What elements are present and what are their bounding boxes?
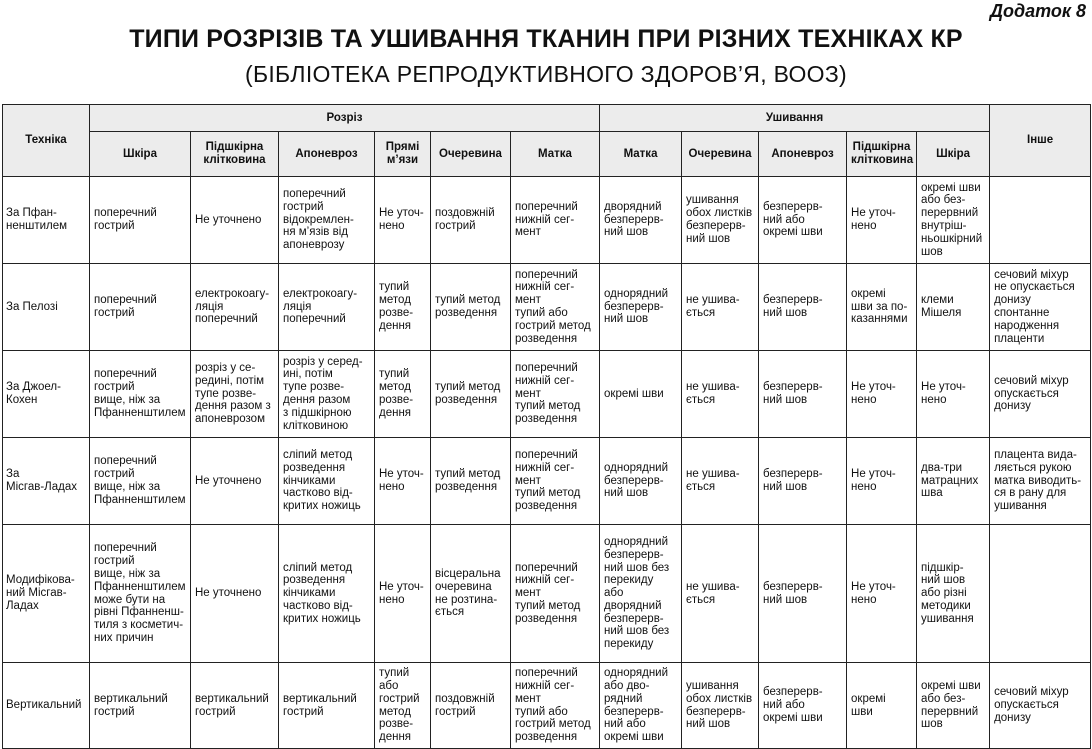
table-cell: поперечний нижній сег- мент тупий метод розведення [511,525,600,663]
table-cell: сліпий метод розведення кінчиками частково від- критих ножиць [279,438,375,525]
subheader-cell: Шкіра [917,132,990,177]
table-cell: однорядний безперерв- ний шов [600,438,682,525]
table-cell: не ушива- ється [682,525,759,663]
table-cell: вісцеральна очеревина не розтина- ється [431,525,511,663]
table-cell: тупий метод розведення [431,438,511,525]
table-cell: поперечний нижній сег- мент тупий або гострий метод розведення [511,663,600,749]
table-cell: електрокоагу- ляція поперечний [279,264,375,351]
table-cell: тупий метод розведення [431,264,511,351]
appendix-label: Додаток 8 [989,1,1086,21]
table-cell: безперерв- ний шов [759,351,847,438]
table-cell: два-три матрацних шва [917,438,990,525]
subheader-cell: Підшкірна клітковина [847,132,917,177]
table-cell: окремі шви або без- перервний шов [917,663,990,749]
subheader-cell: Шкіра [90,132,191,177]
table-cell: підшкір- ний шов або різні методики ушивання [917,525,990,663]
table-cell: окремі шви [600,351,682,438]
table-cell: однорядний безперерв- ний шов без перекиду або дворядний безперерв- ний шов без перекиду [600,525,682,663]
table-cell: безперерв- ний шов [759,438,847,525]
table-cell: поздовжній гострий [431,177,511,264]
table-row [3,525,1091,663]
table-cell: Не уточ- нено [375,438,431,525]
techniques-table [2,104,1091,749]
table-cell: безперерв- ний або окремі шви [759,663,847,749]
technique-cell: За Місгав-Ладах [3,438,90,525]
table-cell: поздовжній гострий [431,663,511,749]
table-cell: Не уточнено [191,438,279,525]
table-cell: поперечний нижній сег- мент тупий або гострий метод розведення [511,264,600,351]
subheader-cell: Підшкірна клітковина [191,132,279,177]
table-cell: сечовий міхур не опускається донизу спонтанне народження плаценти [990,264,1091,351]
table-row [3,438,1091,525]
table-cell: плацента вида- ляється рукою матка виводить- ся в рану для ушивання [990,438,1091,525]
header-other: Інше [990,105,1091,177]
page-subtitle: (БІБЛІОТЕКА РЕПРОДУКТИВНОГО ЗДОРОВ’Я, ВООЗ) [244,61,847,87]
table-cell: окремі шви [847,663,917,749]
table-cell: клеми Мішеля [917,264,990,351]
table-cell: сечовий міхур опускається донизу [990,663,1091,749]
table-cell: тупий метод розведення [431,351,511,438]
table-cell [990,525,1091,663]
table-cell: Не уточ- нено [917,351,990,438]
technique-cell: За Джоел- Кохен [3,351,90,438]
technique-cell: За Пелозі [3,264,90,351]
table-cell: поперечний гострий відокремлен- ня м’язів від апоневрозу [279,177,375,264]
table-cell: вертикальний гострий [90,663,191,749]
table-cell: поперечний нижній сег- мент тупий метод розведення [511,351,600,438]
table-cell: вертикальний гострий [191,663,279,749]
table-cell: ушивання обох листків безперерв- ний шов [682,663,759,749]
table-cell: поперечний гострий вище, ніж за Пфанненштилем може бути на рівні Пфанненш- тиля з косметич- них причин [90,525,191,663]
table-cell: Не уточ- нено [375,525,431,663]
header-incision: Розріз [90,105,600,132]
subheader-cell: Апоневроз [759,132,847,177]
table-cell: поперечний гострий вище, ніж за Пфанненштилем [90,351,191,438]
table-row [3,351,1091,438]
table-cell: розріз у серед- ині, потім тупе розве- дення разом з підшкірною клітковиною [279,351,375,438]
table-cell: тупий метод розве- дення [375,351,431,438]
table-cell: поперечний нижній сег- мент [511,177,600,264]
subheader-cell: Матка [511,132,600,177]
technique-cell: Модифікова- ний Місгав- Ладах [3,525,90,663]
page-title: ТИПИ РОЗРІЗІВ ТА УШИВАННЯ ТКАНИН ПРИ РІЗНИХ ТЕХНІКАХ КР [129,25,963,53]
table-cell: Не уточ- нено [847,525,917,663]
table-cell: розріз у се- редині, потім тупе розве- дення разом з апоневрозом [191,351,279,438]
table-cell: безперерв- ний шов [759,525,847,663]
subheader-cell: Матка [600,132,682,177]
table-cell: Не уточнено [191,177,279,264]
table-row [3,264,1091,351]
table-cell: поперечний гострий [90,264,191,351]
table-cell: не ушива- ється [682,264,759,351]
table-cell: окремі шви або без- перервний внутріш- ньошкірний шов [917,177,990,264]
table-cell: безперерв- ний або окремі шви [759,177,847,264]
table-cell: окремі шви за по- казаннями [847,264,917,351]
table-cell: тупий або гострий метод розве- дення [375,663,431,749]
subheader-cell: Очеревина [431,132,511,177]
table-cell: Не уточ- нено [847,351,917,438]
table-row [3,177,1091,264]
header-suturing: Ушивання [600,105,990,132]
table-cell: однорядний безперерв- ний шов [600,264,682,351]
table-cell [990,177,1091,264]
subheader-cell: Прямі м’язи [375,132,431,177]
table-cell: ушивання обох листків безперерв- ний шов [682,177,759,264]
table-cell: поперечний нижній сег- мент тупий метод розведення [511,438,600,525]
table-cell: Не уточ- нено [847,438,917,525]
table-cell: дворядний безперерв- ний шов [600,177,682,264]
table-cell: Не уточнено [191,525,279,663]
table-cell: сліпий метод розведення кінчиками частково від- критих ножиць [279,525,375,663]
table-row [3,663,1091,749]
table-cell: сечовий міхур опускається донизу [990,351,1091,438]
table-cell: електрокоагу- ляція поперечний [191,264,279,351]
table-cell: Не уточ- нено [847,177,917,264]
table-cell: однорядний або дво- рядний безперерв- ний або окремі шви [600,663,682,749]
subheader-cell: Апоневроз [279,132,375,177]
table-cell: Не уточ- нено [375,177,431,264]
header-technique: Техніка [3,105,90,177]
technique-cell: Вертикальний [3,663,90,749]
technique-cell: За Пфан- ненштилем [3,177,90,264]
table-cell: не ушива- ється [682,438,759,525]
table-cell: вертикальний гострий [279,663,375,749]
table-cell: не ушива- ється [682,351,759,438]
table-cell: тупий метод розве- дення [375,264,431,351]
table-cell: поперечний гострий вище, ніж за Пфанненштилем [90,438,191,525]
table-cell: безперерв- ний шов [759,264,847,351]
table-cell: поперечний гострий [90,177,191,264]
subheader-cell: Очеревина [682,132,759,177]
